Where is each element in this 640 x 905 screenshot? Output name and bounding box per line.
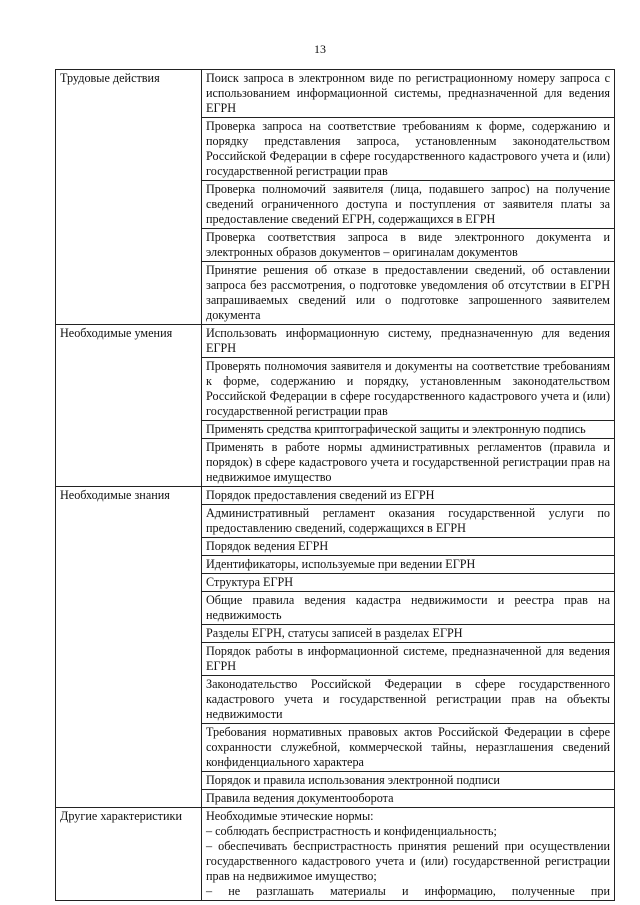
- labor-action-item: Проверка запроса на соответствие требованиям к форме, содержанию и порядку представления запроса, установленным законодательством Российской Федерации в сфере государственного кадастрового учета и (или) государственной регистрации прав: [202, 118, 615, 181]
- knowledge-item: Требования нормативных правовых актов Российской Федерации в сфере сохранности служебной, коммерческой тайны, неразглашения сведений конфиденциального характера: [202, 724, 615, 772]
- skill-item: Использовать информационную систему, предназначенную для ведения ЕГРН: [202, 325, 615, 358]
- table-row: [56, 70, 615, 118]
- ethics-heading: Необходимые этические нормы:: [206, 809, 374, 823]
- knowledge-item: Порядок и правила использования электронной подписи: [202, 772, 615, 790]
- knowledge-item: Порядок работы в информационной системе, предназначенной для ведения ЕГРН: [202, 643, 615, 676]
- knowledge-item: Общие правила ведения кадастра недвижимости и реестра прав на недвижимость: [202, 592, 615, 625]
- labor-action-item: Проверка полномочий заявителя (лица, подавшего запрос) на получение сведений ограниченного доступа и поступления от заявителя платы за предоставление сведений ЕГРН, содержащихся в ЕГРН: [202, 181, 615, 229]
- professional-standard-table: [55, 69, 615, 901]
- knowledge-item: Правила ведения документооборота: [202, 790, 615, 808]
- ethics-item: – не разглашать материалы и информацию, полученные при: [206, 884, 610, 898]
- knowledge-item: Порядок ведения ЕГРН: [202, 538, 615, 556]
- table-row: [56, 808, 615, 901]
- knowledge-item: Структура ЕГРН: [202, 574, 615, 592]
- table-row: [56, 325, 615, 358]
- section-label-required-knowledge: Необходимые знания: [56, 487, 202, 808]
- labor-action-item: Поиск запроса в электронном виде по регистрационному номеру запроса с использованием информационной системы, предназначенной для ведения ЕГРН: [202, 70, 615, 118]
- ethics-item: – соблюдать беспристрастность и конфиденциальность;: [206, 824, 497, 838]
- knowledge-item: Законодательство Российской Федерации в сфере государственного кадастрового учета и государственной регистрации прав на объекты недвижимости: [202, 676, 615, 724]
- skill-item: Применять средства криптографической защиты и электронную подпись: [202, 421, 615, 439]
- skill-item: Применять в работе нормы административных регламентов (правила и порядок) в сфере кадастрового учета и государственной регистрации прав на недвижимое имущество: [202, 439, 615, 487]
- other-characteristics-cell: [202, 808, 615, 901]
- table-row: [56, 487, 615, 505]
- skill-item: Проверять полномочия заявителя и документы на соответствие требованиям к форме, содержанию и порядку, установленным законодательством Российской Федерации в сфере государственного кадастрового учета и (или) государственной регистрации прав: [202, 358, 615, 421]
- section-label-labor-actions: Трудовые действия: [56, 70, 202, 325]
- knowledge-item: Разделы ЕГРН, статусы записей в разделах ЕГРН: [202, 625, 615, 643]
- knowledge-item: Идентификаторы, используемые при ведении ЕГРН: [202, 556, 615, 574]
- ethics-item: – обеспечивать беспристрастность принятия решений при осуществлении государственного кадастрового учета и (или) государственной регистрации прав на недвижимое имущество;: [206, 839, 610, 883]
- page-number: 13: [314, 42, 326, 56]
- labor-action-item: Принятие решения об отказе в предоставлении сведений, об оставлении запроса без рассмотрения, о подготовке уведомления об отсутствии в ЕГРН запрашиваемых сведений или о подготовке запрошенного заявителем документа: [202, 262, 615, 325]
- section-label-required-skills: Необходимые умения: [56, 325, 202, 487]
- knowledge-item: Административный регламент оказания государственной услуги по предоставлению сведений, содержащихся в ЕГРН: [202, 505, 615, 538]
- labor-action-item: Проверка соответствия запроса в виде электронного документа и электронных образов документов – оригиналам документов: [202, 229, 615, 262]
- section-label-other-characteristics: Другие характеристики: [56, 808, 202, 901]
- knowledge-item: Порядок предоставления сведений из ЕГРН: [202, 487, 615, 505]
